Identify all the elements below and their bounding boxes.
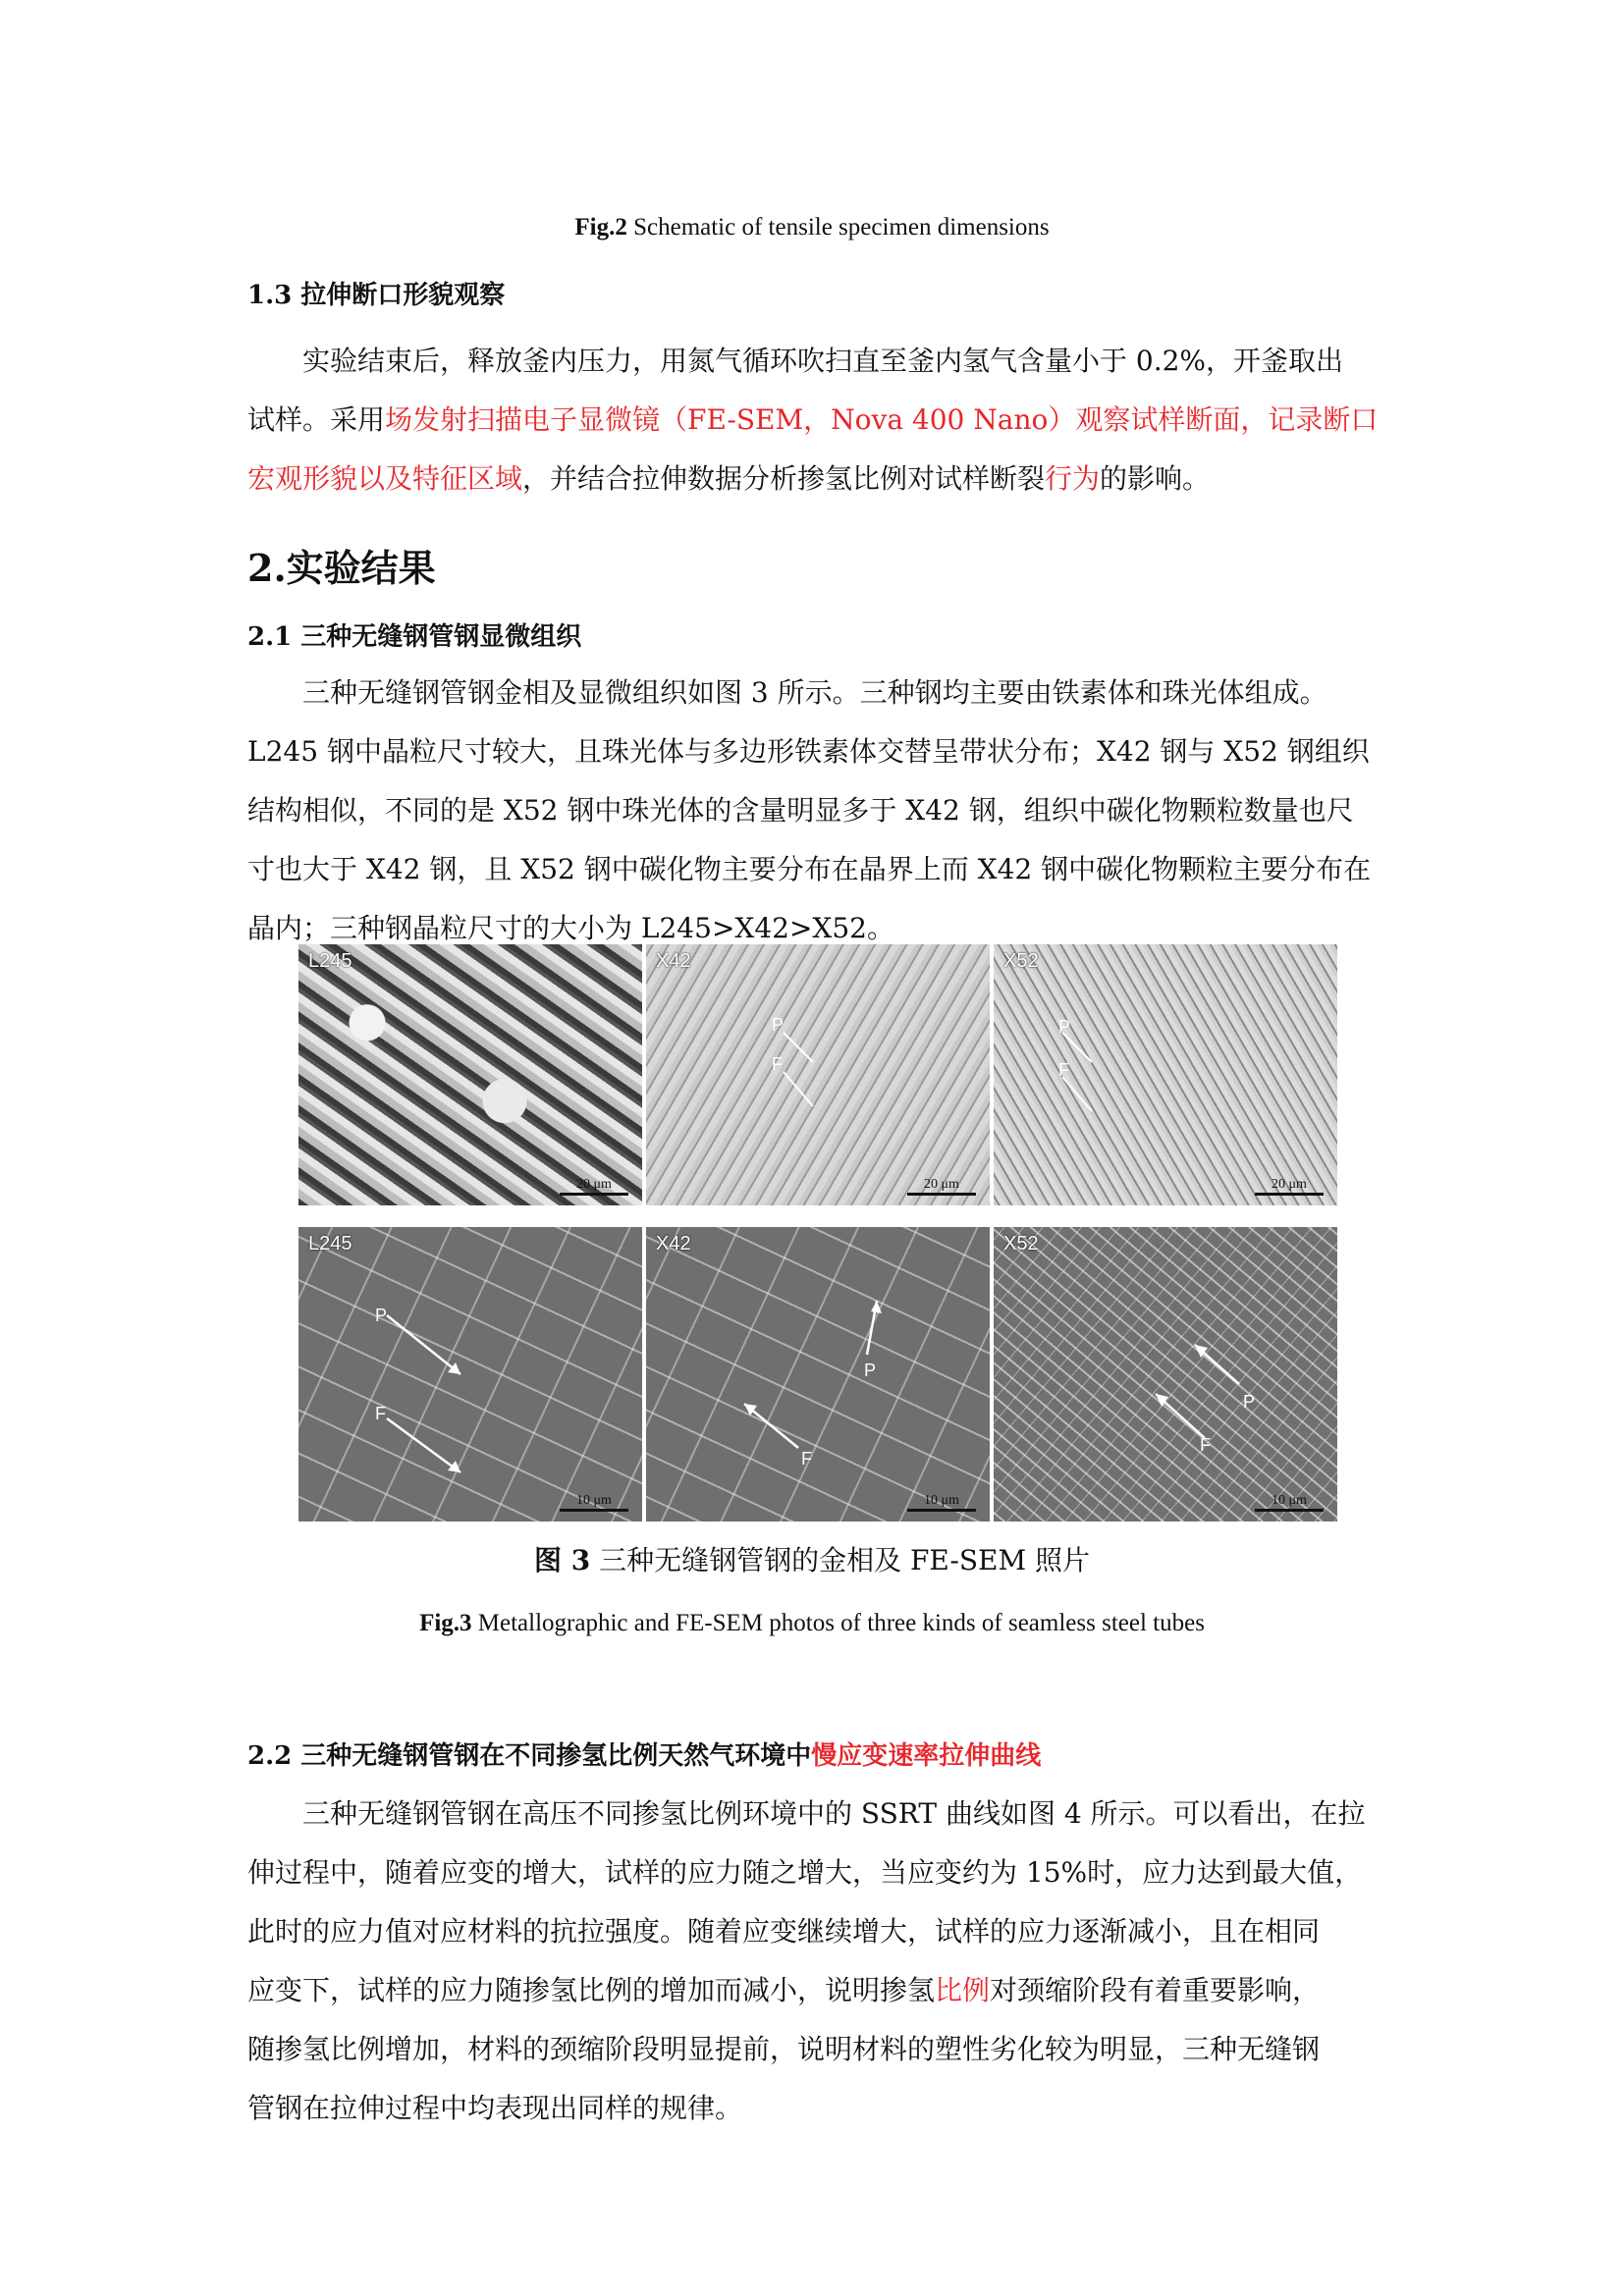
para-line: 此时的应力值对应材料的抗拉强度。随着应变继续增大，试样的应力逐渐减小，且在相同	[247, 1915, 1321, 1948]
para-line: 管钢在拉伸过程中均表现出同样的规律。	[247, 2092, 743, 2124]
fig2-text: Schematic of tensile specimen dimensions	[626, 214, 1050, 240]
panel-label: L245	[308, 1233, 352, 1255]
scale-bar: 20 μm	[1255, 1177, 1324, 1196]
arrow-overlay	[646, 1227, 990, 1522]
marker-f: F	[772, 1054, 783, 1074]
arrow-overlay	[646, 944, 990, 1205]
para-line	[247, 450, 1386, 508]
highlight-text: 比例	[935, 1974, 991, 2006]
highlight-text: 场发射扫描电子显微镜（FE-SEM，Nova 400 Nano）观察试样断面，记录断口	[385, 403, 1379, 436]
figure3-caption-cn	[0, 1539, 1624, 1578]
sem-x52	[994, 1227, 1337, 1522]
section-2-1-paragraph	[247, 664, 1386, 958]
figure3-text-en: Metallographic and FE-SEM photos of three kinds of seamless steel tubes	[471, 1610, 1205, 1636]
para-line: 三种无缝钢管钢金相及显微组织如图 3 所示。三种钢均主要由铁素体和珠光体组成。	[302, 676, 1327, 709]
arrow-overlay	[994, 944, 1337, 1205]
text-run: 对颈缩阶段有着重要影响，	[990, 1974, 1321, 2006]
section-2-1-heading: 2.1 三种无缝钢管钢显微组织	[247, 622, 582, 652]
text-run: 的影响。	[1100, 462, 1211, 495]
section-2-2-heading	[247, 1735, 1041, 1772]
fig2-caption	[0, 214, 1624, 241]
scale-bar: 10 μm	[907, 1493, 976, 1512]
section-1-3-heading: 1.3 拉伸断口形貌观察	[247, 281, 506, 310]
marker-p: P	[375, 1306, 388, 1325]
sem-x42	[646, 1227, 990, 1522]
highlight-text: 慢应变速率拉伸曲线	[811, 1741, 1042, 1771]
marker-f: F	[801, 1449, 812, 1468]
para-line: L245 钢中晶粒尺寸较大，且珠光体与多边形铁素体交替呈带状分布；X42 钢与 X52 钢组织	[247, 735, 1370, 768]
micrograph-l245-optical	[298, 944, 642, 1205]
para-line: 晶内；三种钢晶粒尺寸的大小为 L245>X42>X52。	[247, 912, 894, 944]
marker-p: P	[772, 1015, 785, 1035]
scale-bar: 20 μm	[907, 1177, 976, 1196]
scale-bar: 10 μm	[560, 1493, 628, 1512]
para-line: 伸过程中，随着应变的增大，试样的应力随之增大，当应变约为 15%时，应力达到最大值，	[247, 1856, 1363, 1889]
micrograph-x42-optical	[646, 944, 990, 1205]
figure3-text-cn: 三种无缝钢管钢的金相及 FE-SEM 照片	[590, 1544, 1091, 1576]
figure3-row-optical	[298, 944, 1337, 1205]
highlight-text: 宏观形貌以及特征区域	[247, 462, 523, 495]
figure3-label-en: Fig.3	[419, 1610, 472, 1636]
marker-p: P	[1243, 1392, 1256, 1412]
panel-label: X52	[1003, 1233, 1039, 1255]
marker-f: F	[1200, 1435, 1211, 1455]
para-line: 三种无缝钢管钢在高压不同掺氢比例环境中的 SSRT 曲线如图 4 所示。可以看出，在拉	[302, 1797, 1366, 1830]
para-line: 随掺氢比例增加，材料的颈缩阶段明显提前，说明材料的塑性劣化较为明显，三种无缝钢	[247, 2033, 1321, 2065]
fig2-label: Fig.2	[574, 214, 627, 240]
heading-text: 2.2 三种无缝钢管钢在不同掺氢比例天然气环境中	[247, 1741, 812, 1771]
scale-bar: 10 μm	[1255, 1493, 1324, 1512]
section-1-3-paragraph	[247, 332, 1386, 508]
para-line: 结构相似，不同的是 X52 钢中珠光体的含量明显多于 X42 钢，组织中碳化物颗粒数量也尺	[247, 794, 1354, 827]
text-run: 应变下，试样的应力随掺氢比例的增加而减小，说明掺氢	[247, 1974, 936, 2006]
para-line	[247, 1961, 1386, 2020]
para-line: 寸也大于 X42 钢，且 X52 钢中碳化物主要分布在晶界上而 X42 钢中碳化物颗粒主要分布在	[247, 853, 1372, 885]
arrow-overlay	[298, 1227, 642, 1522]
marker-p: P	[1058, 1017, 1071, 1037]
text-run: ，并结合拉伸数据分析掺氢比例对试样断裂	[522, 462, 1046, 495]
highlight-text: 行为	[1045, 462, 1101, 495]
marker-p: P	[864, 1361, 877, 1380]
sem-l245	[298, 1227, 642, 1522]
figure3-row-sem	[298, 1227, 1337, 1522]
para-line	[247, 391, 1386, 450]
panel-label: X42	[656, 950, 691, 972]
scale-bar: 20 μm	[560, 1177, 628, 1196]
marker-f: F	[375, 1404, 386, 1423]
arrow-overlay	[994, 1227, 1337, 1522]
figure3-caption-en	[0, 1610, 1624, 1637]
panel-label: X42	[656, 1233, 691, 1255]
marker-f: F	[1058, 1060, 1069, 1080]
section-2-2-paragraph	[247, 1785, 1386, 2138]
panel-label: L245	[308, 950, 352, 972]
text-run: 试样。采用	[247, 403, 386, 436]
panel-label: X52	[1003, 950, 1039, 972]
para-line: 实验结束后，释放釜内压力，用氮气循环吹扫直至釜内氢气含量小于 0.2%，开釜取出	[302, 345, 1344, 377]
section-2-heading: 2.实验结果	[247, 546, 436, 590]
micrograph-x52-optical	[994, 944, 1337, 1205]
figure3-label-cn: 图 3	[533, 1544, 591, 1576]
